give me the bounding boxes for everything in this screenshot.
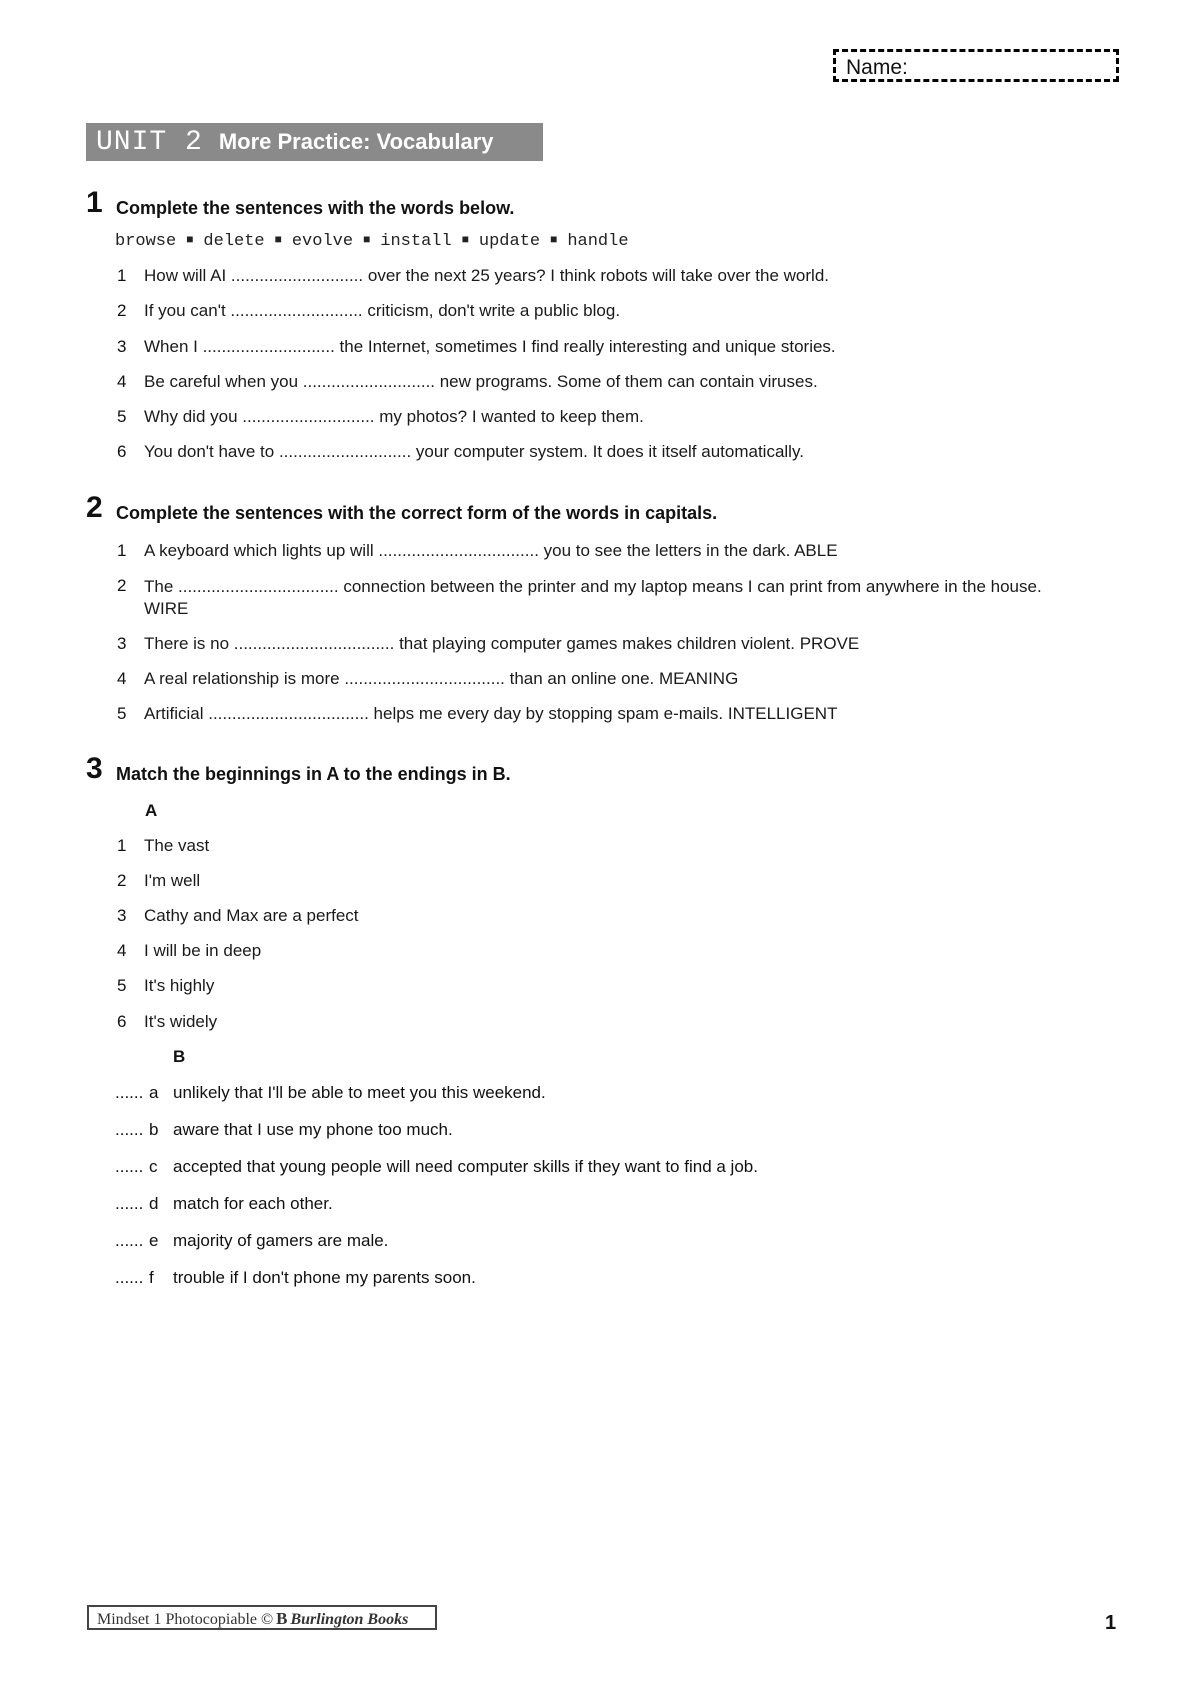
ex3-b-letter: c <box>149 1157 158 1176</box>
word-bank-item: browse <box>115 232 177 251</box>
name-field[interactable] <box>833 49 1119 82</box>
unit-title: More Practice: Vocabulary <box>218 129 494 154</box>
unit-label: UNIT 2 <box>96 126 203 158</box>
ex1-item-text: Why did you ............................ my photos? I wanted to keep them. <box>144 407 644 426</box>
column-b-label: B <box>173 1047 186 1066</box>
publisher-name: Burlington Books <box>290 1611 409 1628</box>
ex1-item-number: 1 <box>117 266 127 285</box>
ex2-item-number: 2 <box>117 576 127 595</box>
ex2-item-number: 1 <box>117 541 127 560</box>
ex1-item-number: 3 <box>117 337 127 356</box>
word-bank-separator: ■ <box>363 233 371 247</box>
ex3-b-text: accepted that young people will need computer skills if they want to find a job. <box>173 1157 758 1176</box>
ex1-item-number: 6 <box>117 442 127 461</box>
exercise-1-number: 1 <box>86 186 103 219</box>
burlington-logo-icon: B <box>276 1609 288 1628</box>
word-bank-separator: ■ <box>550 233 558 247</box>
ex3-a-number: 5 <box>117 976 127 995</box>
ex2-item-text: Artificial .................................. helps me every day by stopping spam e-mails. INTELLIGENT <box>144 704 838 723</box>
answer-blank[interactable]: ...... <box>115 1268 144 1287</box>
ex3-b-text: majority of gamers are male. <box>173 1231 389 1250</box>
ex3-b-letter: e <box>149 1231 159 1250</box>
ex3-a-text: It's highly <box>144 976 215 995</box>
word-bank-item: delete <box>203 232 265 251</box>
ex1-item-number: 2 <box>117 301 127 320</box>
answer-blank[interactable]: ...... <box>115 1120 144 1139</box>
name-label: Name: <box>846 56 908 79</box>
ex3-a-number: 1 <box>117 836 127 855</box>
ex3-b-text: trouble if I don't phone my parents soon. <box>173 1268 476 1287</box>
unit-banner <box>86 123 543 161</box>
word-bank <box>115 232 629 251</box>
ex1-item-number: 5 <box>117 407 127 426</box>
answer-blank[interactable]: ...... <box>115 1083 144 1102</box>
word-bank-separator: ■ <box>461 233 469 247</box>
ex1-item-text: How will AI ............................ over the next 25 years? I think robots will take over the world. <box>144 266 829 285</box>
ex2-item-number: 3 <box>117 634 127 653</box>
ex3-a-number: 6 <box>117 1012 127 1031</box>
exercise-3-instruction: Match the beginnings in A to the endings in B. <box>116 764 511 784</box>
ex2-item-number: 4 <box>117 669 127 688</box>
footer-copyright <box>87 1605 437 1630</box>
ex2-item-text: The .................................. connection between the printer and my laptop means I can print from anywhere in the house. WIRE <box>144 577 1042 618</box>
exercise-1-instruction: Complete the sentences with the words below. <box>116 198 515 218</box>
ex2-item-text: A keyboard which lights up will .................................. you to see the letters in the dark. ABLE <box>144 541 838 560</box>
ex1-item-number: 4 <box>117 372 127 391</box>
ex1-item-text: If you can't ............................ criticism, don't write a public blog. <box>144 301 621 320</box>
answer-blank[interactable]: ...... <box>115 1231 144 1250</box>
ex3-a-text: I'm well <box>144 871 201 890</box>
ex2-item-text: A real relationship is more .................................. than an online one. MEANING <box>144 669 739 688</box>
word-bank-item: evolve <box>291 232 354 251</box>
ex3-b-letter: b <box>149 1120 159 1139</box>
ex3-a-number: 2 <box>117 871 127 890</box>
ex1-item-text: When I ............................ the Internet, sometimes I find really interesting and unique stories. <box>144 337 836 356</box>
ex3-b-letter: d <box>149 1194 159 1213</box>
ex3-a-text: It's widely <box>144 1012 218 1031</box>
page-number: 1 <box>1105 1612 1117 1634</box>
ex3-a-text: The vast <box>144 836 210 855</box>
word-bank-separator: ■ <box>186 233 194 247</box>
word-bank-item: handle <box>567 232 629 251</box>
footer-text: Mindset 1 Photocopiable © <box>97 1611 274 1628</box>
ex3-a-text: I will be in deep <box>144 941 262 960</box>
word-bank-item: install <box>380 232 452 251</box>
exercise-2-number: 2 <box>86 491 103 524</box>
ex3-b-letter: a <box>149 1083 159 1102</box>
ex3-b-letter: f <box>149 1268 154 1287</box>
ex3-a-text: Cathy and Max are a perfect <box>144 906 359 925</box>
column-a-label: A <box>145 801 158 820</box>
ex3-b-text: match for each other. <box>173 1194 333 1213</box>
word-bank-separator: ■ <box>274 233 282 247</box>
ex3-b-text: aware that I use my phone too much. <box>173 1120 453 1139</box>
exercise-3-number: 3 <box>86 752 103 785</box>
ex3-a-number: 3 <box>117 906 127 925</box>
ex1-item-text: You don't have to ............................ your computer system. It does it itself automatically. <box>144 442 804 461</box>
word-bank-item: update <box>478 232 541 251</box>
ex1-item-text: Be careful when you ............................ new programs. Some of them can contain viruses. <box>144 372 818 391</box>
answer-blank[interactable]: ...... <box>115 1157 144 1176</box>
ex3-a-number: 4 <box>117 941 127 960</box>
exercise-2-instruction: Complete the sentences with the correct form of the words in capitals. <box>116 503 718 523</box>
ex2-item-number: 5 <box>117 704 127 723</box>
answer-blank[interactable]: ...... <box>115 1194 144 1213</box>
ex2-item-text: There is no .................................. that playing computer games makes children violent. PROVE <box>144 634 860 653</box>
ex3-b-text: unlikely that I'll be able to meet you this weekend. <box>173 1083 546 1102</box>
